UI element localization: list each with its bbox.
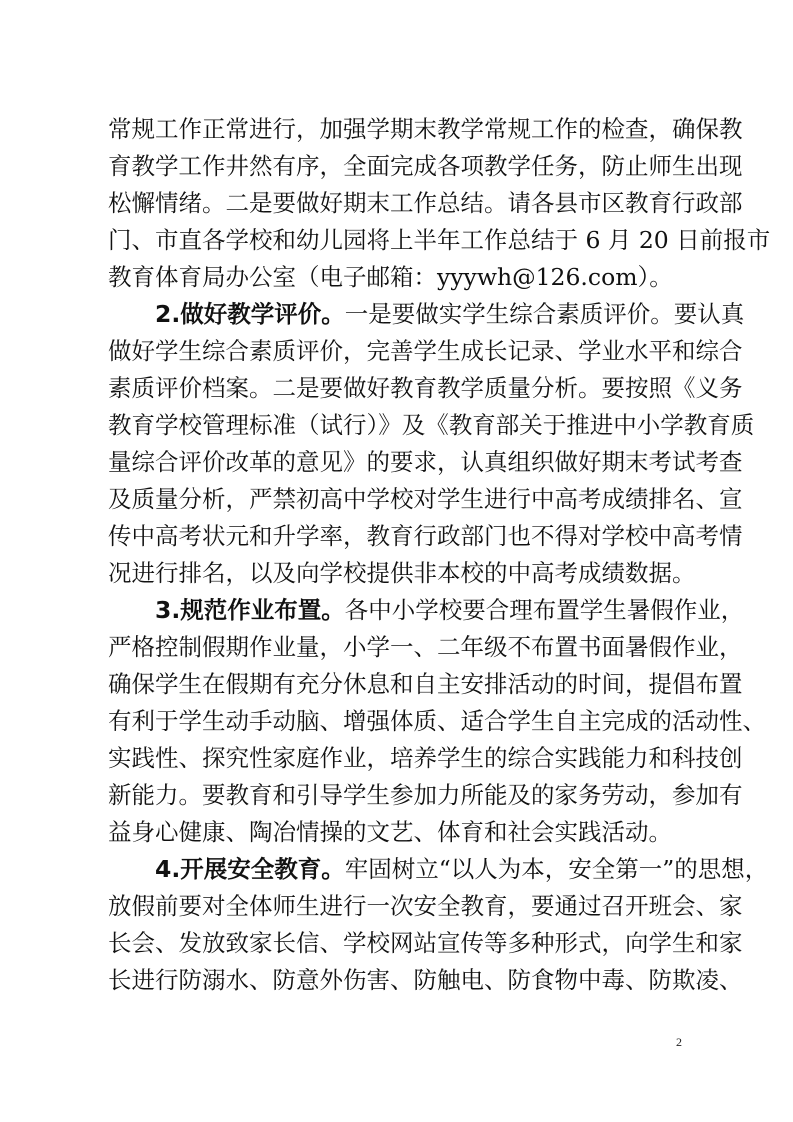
- line-text: 常规工作正常进行，加强学期末教学常规工作的检查，确保教: [108, 115, 743, 143]
- text-line: [108, 148, 743, 185]
- line-text: 育教学工作井然有序，全面完成各项教学任务，防止师生出现: [108, 152, 743, 180]
- text-line: [108, 851, 769, 888]
- section-heading: 3.规范作业布置。: [155, 596, 345, 624]
- text-line: [108, 777, 743, 814]
- line-text: 牢固树立“以人为本，安全第一”的思想，: [344, 855, 769, 883]
- line-text: 况进行排名，以及向学校提供非本校的中高考成绩数据。: [108, 559, 696, 587]
- text-line: [108, 370, 743, 407]
- text-line: [108, 259, 692, 296]
- text-line: [108, 407, 755, 444]
- text-line: [108, 925, 743, 962]
- text-line: [108, 333, 743, 370]
- text-line: [108, 703, 766, 740]
- line-text: 各中小学校要合理布置学生暑假作业，: [344, 596, 745, 624]
- section-heading: 2.做好教学评价。: [155, 300, 345, 328]
- line-text: 严格控制假期作业量，小学一、二年级不布置书面暑假作业，: [108, 633, 743, 661]
- line-text: 益身心健康、陶冶情操的文艺、体育和社会实践活动。: [108, 818, 672, 846]
- paragraph: [108, 296, 755, 592]
- text-line: [108, 222, 771, 259]
- text-line: [108, 555, 696, 592]
- line-text: 有利于学生动手动脑、增强体质、适合学生自主完成的活动性、: [108, 707, 766, 735]
- line-text: 长会、发放致家长信、学校网站宣传等多种形式，向学生和家: [108, 929, 743, 957]
- text-line: [108, 296, 745, 333]
- line-text: 确保学生在假期有充分休息和自主安排活动的时间，提倡布置: [108, 670, 743, 698]
- line-text: 素质评价档案。二是要做好教育教学质量分析。要按照《义务: [108, 374, 743, 402]
- text-line: [108, 962, 743, 999]
- paragraph: [108, 111, 771, 296]
- text-line: [108, 888, 743, 925]
- text-line: [108, 740, 743, 777]
- line-text: 长进行防溺水、防意外伤害、防触电、防食物中毒、防欺凌、: [108, 966, 743, 994]
- text-line: [108, 666, 743, 703]
- line-text: 放假前要对全体师生进行一次安全教育，要通过召开班会、家: [108, 892, 743, 920]
- line-text: 教育体育局办公室（电子邮箱：yyywh@126.com）。: [108, 263, 673, 291]
- line-text: 门、市直各学校和幼儿园将上半年工作总结于 6 月 20 日前报市: [108, 226, 771, 254]
- line-text: 松懈情绪。二是要做好期末工作总结。请各县市区教育行政部: [108, 189, 743, 217]
- text-line: [108, 111, 743, 148]
- text-line: [108, 592, 745, 629]
- page-number: 2: [676, 1035, 682, 1049]
- line-text: 传中高考状元和升学率，教育行政部门也不得对学校中高考情: [108, 522, 743, 550]
- text-line: [108, 518, 743, 555]
- line-text: 实践性、探究性家庭作业，培养学生的综合实践能力和科技创: [108, 744, 743, 772]
- document-body: [108, 111, 771, 999]
- section-heading: 4.开展安全教育。: [155, 855, 345, 883]
- text-line: [108, 814, 692, 851]
- line-text: 量综合评价改革的意见》的要求，认真组织做好期末考试考查: [108, 448, 743, 476]
- line-text: 教育学校管理标准（试行）》及《教育部关于推进中小学教育质: [108, 411, 755, 439]
- line-text: 新能力。要教育和引导学生参加力所能及的家务劳动，参加有: [108, 781, 743, 809]
- text-line: [108, 629, 743, 666]
- text-line: [108, 481, 743, 518]
- text-line: [108, 185, 743, 222]
- line-text: 及质量分析，严禁初高中学校对学生进行中高考成绩排名、宣: [108, 485, 743, 513]
- line-text: 一是要做实学生综合素质评价。要认真: [344, 300, 745, 328]
- paragraph: [108, 851, 769, 999]
- paragraph: [108, 592, 766, 851]
- line-text: 做好学生综合素质评价，完善学生成长记录、学业水平和综合: [108, 337, 743, 365]
- text-line: [108, 444, 743, 481]
